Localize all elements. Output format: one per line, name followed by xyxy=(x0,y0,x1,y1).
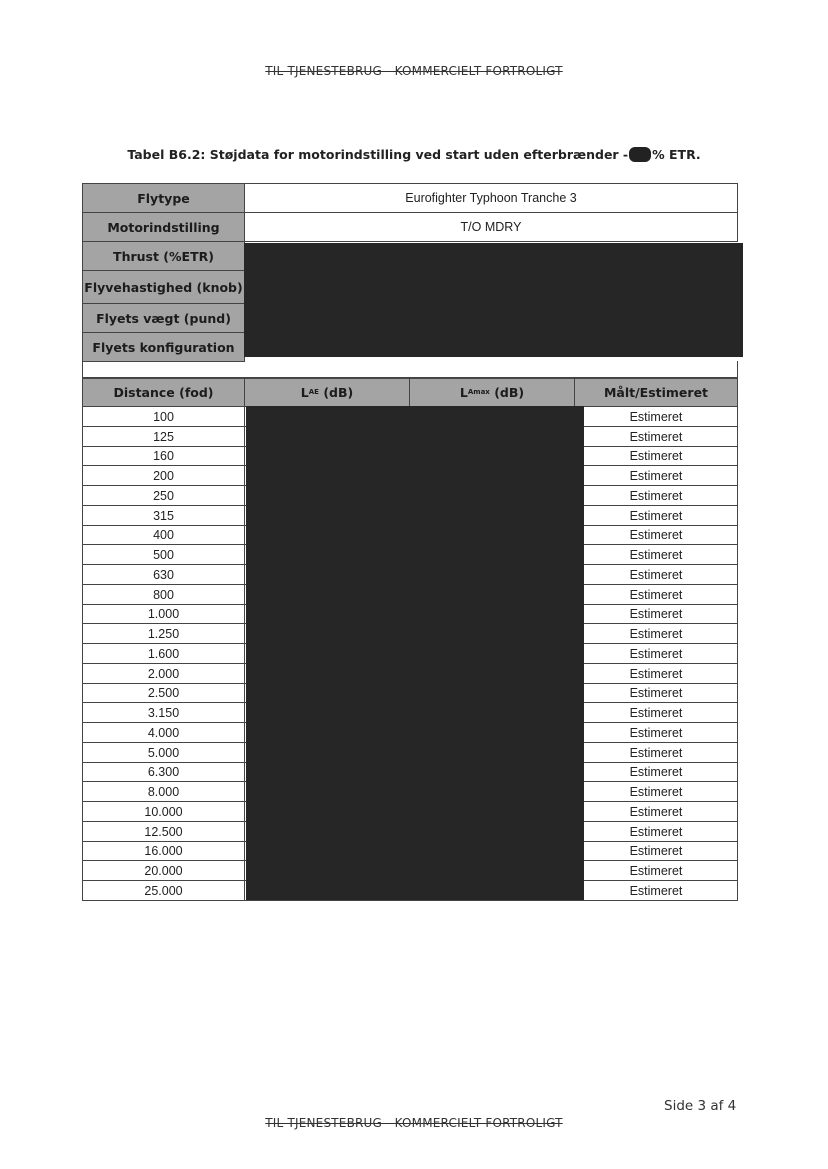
col-header-distance: Distance (fod) xyxy=(82,378,245,407)
status-cell: Estimeret xyxy=(574,860,738,881)
param-label-engine-setting: Motorindstilling xyxy=(82,212,245,242)
lamax-sub: Amax xyxy=(467,388,490,396)
status-cell: Estimeret xyxy=(574,841,738,861)
status-cell: Estimeret xyxy=(574,485,738,506)
status-cell: Estimeret xyxy=(574,604,738,624)
distance-cell: 12.500 xyxy=(82,821,245,842)
status-cell: Estimeret xyxy=(574,446,738,466)
distance-cell: 16.000 xyxy=(82,841,245,861)
distance-cell: 125 xyxy=(82,426,245,447)
lae-unit: (dB) xyxy=(323,385,354,400)
redacted-noise-values xyxy=(246,406,584,900)
distance-cell: 20.000 xyxy=(82,860,245,881)
page-number: Side 3 af 4 xyxy=(664,1098,737,1114)
status-cell: Estimeret xyxy=(574,584,738,605)
col-header-status: Målt/Estimeret xyxy=(574,378,738,407)
table-title-prefix: Tabel B6.2: Støjdata for motorindstilling ved start uden efterbrænder - xyxy=(127,147,629,162)
status-cell: Estimeret xyxy=(574,643,738,664)
distance-cell: 250 xyxy=(82,485,245,506)
distance-cell: 160 xyxy=(82,446,245,466)
redacted-params-block xyxy=(244,243,743,357)
status-cell: Estimeret xyxy=(574,722,738,743)
param-value-aircraft: Eurofighter Typhoon Tranche 3 xyxy=(244,183,738,213)
status-cell: Estimeret xyxy=(574,702,738,723)
lae-sub: AE xyxy=(308,388,319,396)
distance-cell: 400 xyxy=(82,525,245,545)
lamax-unit: (dB) xyxy=(494,385,525,400)
table-title-suffix: % ETR. xyxy=(652,147,701,162)
spacer-row xyxy=(82,361,738,378)
lae-main: L xyxy=(300,385,309,400)
status-cell: Estimeret xyxy=(574,426,738,447)
distance-cell: 1.000 xyxy=(82,604,245,624)
distance-cell: 1.250 xyxy=(82,623,245,644)
redacted-percent xyxy=(629,147,651,162)
lamax-main: L xyxy=(459,385,468,400)
distance-cell: 5.000 xyxy=(82,742,245,763)
status-cell: Estimeret xyxy=(574,525,738,545)
status-cell: Estimeret xyxy=(574,762,738,782)
status-cell: Estimeret xyxy=(574,406,738,427)
status-cell: Estimeret xyxy=(574,564,738,585)
classification-footer: TIL TJENESTEBRUG - KOMMERCIELT FORTROLIGT xyxy=(265,1116,563,1130)
distance-cell: 2.500 xyxy=(82,683,245,703)
distance-cell: 630 xyxy=(82,564,245,585)
classification-header: TIL TJENESTEBRUG - KOMMERCIELT FORTROLIGT xyxy=(265,64,563,78)
status-cell: Estimeret xyxy=(574,821,738,842)
distance-cell: 25.000 xyxy=(82,880,245,901)
status-cell: Estimeret xyxy=(574,742,738,763)
col-header-lamax xyxy=(409,378,575,407)
param-label-aircraft: Flytype xyxy=(82,183,245,213)
status-cell: Estimeret xyxy=(574,505,738,526)
param-value-engine-setting: T/O MDRY xyxy=(244,212,738,242)
param-label-weight: Flyets vægt (pund) xyxy=(82,303,245,333)
status-cell: Estimeret xyxy=(574,880,738,901)
status-cell: Estimeret xyxy=(574,544,738,565)
status-cell: Estimeret xyxy=(574,623,738,644)
distance-cell: 200 xyxy=(82,465,245,486)
table-title xyxy=(0,147,828,162)
distance-cell: 10.000 xyxy=(82,801,245,822)
distance-cell: 8.000 xyxy=(82,781,245,802)
distance-cell: 3.150 xyxy=(82,702,245,723)
status-cell: Estimeret xyxy=(574,683,738,703)
distance-cell: 4.000 xyxy=(82,722,245,743)
param-label-configuration: Flyets konfiguration xyxy=(82,332,245,362)
distance-cell: 2.000 xyxy=(82,663,245,684)
status-cell: Estimeret xyxy=(574,465,738,486)
distance-cell: 100 xyxy=(82,406,245,427)
col-header-lae xyxy=(244,378,410,407)
param-label-airspeed: Flyvehastighed (knob) xyxy=(82,270,245,304)
status-cell: Estimeret xyxy=(574,801,738,822)
status-cell: Estimeret xyxy=(574,781,738,802)
distance-cell: 500 xyxy=(82,544,245,565)
distance-cell: 6.300 xyxy=(82,762,245,782)
distance-cell: 1.600 xyxy=(82,643,245,664)
distance-cell: 315 xyxy=(82,505,245,526)
status-cell: Estimeret xyxy=(574,663,738,684)
distance-cell: 800 xyxy=(82,584,245,605)
param-label-thrust: Thrust (%ETR) xyxy=(82,241,245,271)
